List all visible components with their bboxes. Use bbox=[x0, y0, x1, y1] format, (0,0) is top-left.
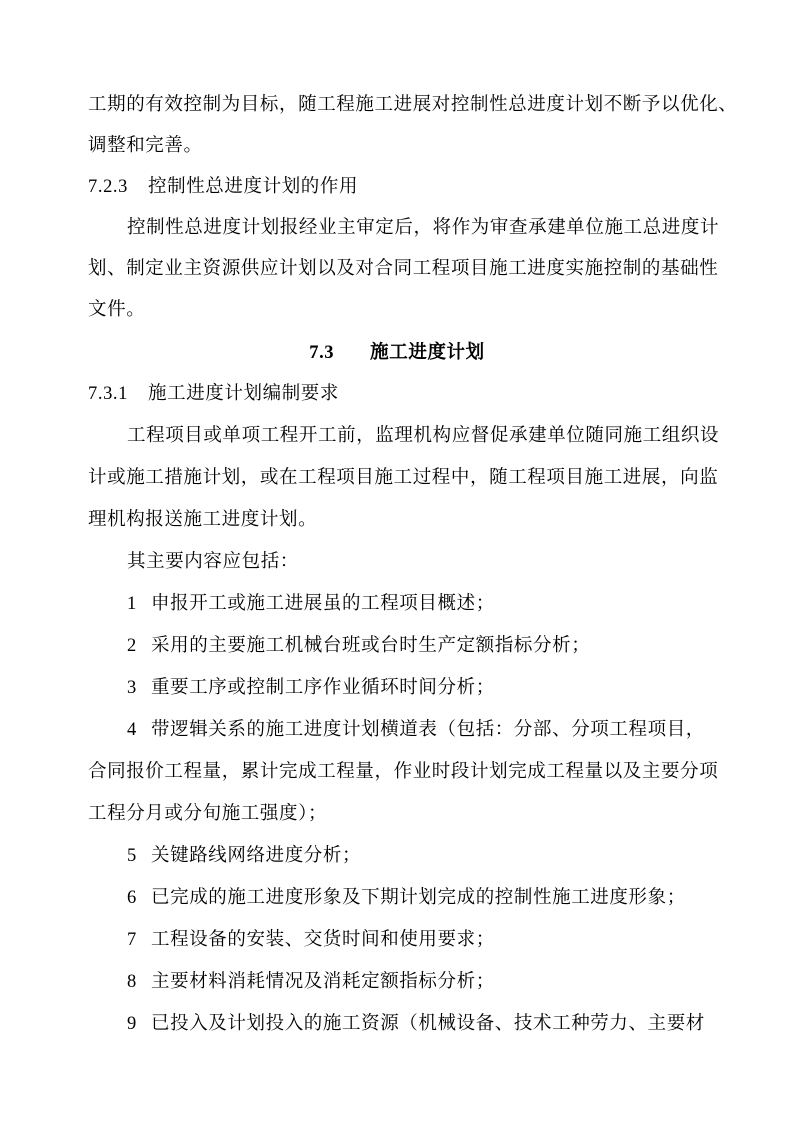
list-item-number: 2 bbox=[127, 636, 137, 656]
list-item bbox=[127, 634, 590, 658]
list-item-number: 8 bbox=[127, 972, 137, 992]
section-heading-7-2-3 bbox=[88, 175, 358, 199]
list-item bbox=[127, 970, 495, 994]
list-item bbox=[127, 1012, 705, 1036]
list-item bbox=[127, 886, 686, 910]
list-item-number: 7 bbox=[127, 930, 137, 950]
list-item-continuation: 工程分月或分旬施工强度）； bbox=[88, 803, 328, 824]
list-item-text: 申报开工或施工进展虽的工程项目概述； bbox=[151, 593, 495, 614]
list-item-text: 已投入及计划投入的施工资源（机械设备、技术工种劳力、主要材 bbox=[151, 1013, 705, 1034]
heading-number: 7.3 bbox=[309, 343, 335, 363]
chapter-heading-7-3 bbox=[0, 341, 794, 365]
paragraph-line: 工程项目或单项工程开工前，监理机构应督促承建单位随同施工组织设 bbox=[127, 425, 720, 446]
section-number: 7.2.3 bbox=[88, 177, 128, 197]
paragraph-line: 工期的有效控制为目标，随工程施工进展对控制性总进度计划不断予以优化、 bbox=[88, 94, 738, 115]
list-item-number: 6 bbox=[127, 888, 137, 908]
list-item-continuation: 合同报价工程量，累计完成工程量，作业时段计划完成工程量以及主要分项 bbox=[88, 761, 719, 782]
section-title: 施工进度计划编制要求 bbox=[148, 383, 340, 404]
list-item-text: 已完成的施工进度形象及下期计划完成的控制性施工进度形象； bbox=[151, 887, 686, 908]
paragraph-line: 划、制定业主资源供应计划以及对合同工程项目施工进度实施控制的基础性 bbox=[88, 258, 719, 279]
paragraph-line: 控制性总进度计划报经业主审定后，将作为审查承建单位施工总进度计 bbox=[127, 217, 720, 238]
list-item-number: 5 bbox=[127, 846, 137, 866]
list-item-number: 3 bbox=[127, 678, 137, 698]
paragraph-line: 文件。 bbox=[88, 299, 146, 320]
paragraph-line: 其主要内容应包括： bbox=[127, 551, 299, 572]
paragraph-line: 调整和完善。 bbox=[88, 135, 203, 156]
section-title: 控制性总进度计划的作用 bbox=[148, 176, 359, 197]
paragraph-line: 计或施工措施计划，或在工程项目施工过程中，随工程项目施工进展，向监 bbox=[88, 467, 719, 488]
section-number: 7.3.1 bbox=[88, 384, 128, 404]
list-item-text: 关键路线网络进度分析； bbox=[151, 845, 362, 866]
list-item-text: 工程设备的安装、交货时间和使用要求； bbox=[151, 929, 495, 950]
heading-title: 施工进度计划 bbox=[370, 342, 485, 363]
list-item-number: 9 bbox=[127, 1014, 137, 1034]
list-item-number: 4 bbox=[127, 720, 137, 740]
paragraph-line: 理机构报送施工进度计划。 bbox=[88, 509, 318, 530]
list-item bbox=[127, 592, 495, 616]
list-item bbox=[127, 718, 705, 742]
list-item-number: 1 bbox=[127, 594, 137, 614]
section-heading-7-3-1 bbox=[88, 382, 339, 406]
list-item-text: 采用的主要施工机械台班或台时生产定额指标分析； bbox=[151, 635, 591, 656]
list-item bbox=[127, 928, 495, 952]
list-item bbox=[127, 844, 361, 868]
list-item-text: 带逻辑关系的施工进度计划横道表（包括：分部、分项工程项目， bbox=[151, 719, 705, 740]
list-item-text: 主要材料消耗情况及消耗定额指标分析； bbox=[151, 971, 495, 992]
list-item-text: 重要工序或控制工序作业循环时间分析； bbox=[151, 677, 495, 698]
list-item bbox=[127, 676, 495, 700]
